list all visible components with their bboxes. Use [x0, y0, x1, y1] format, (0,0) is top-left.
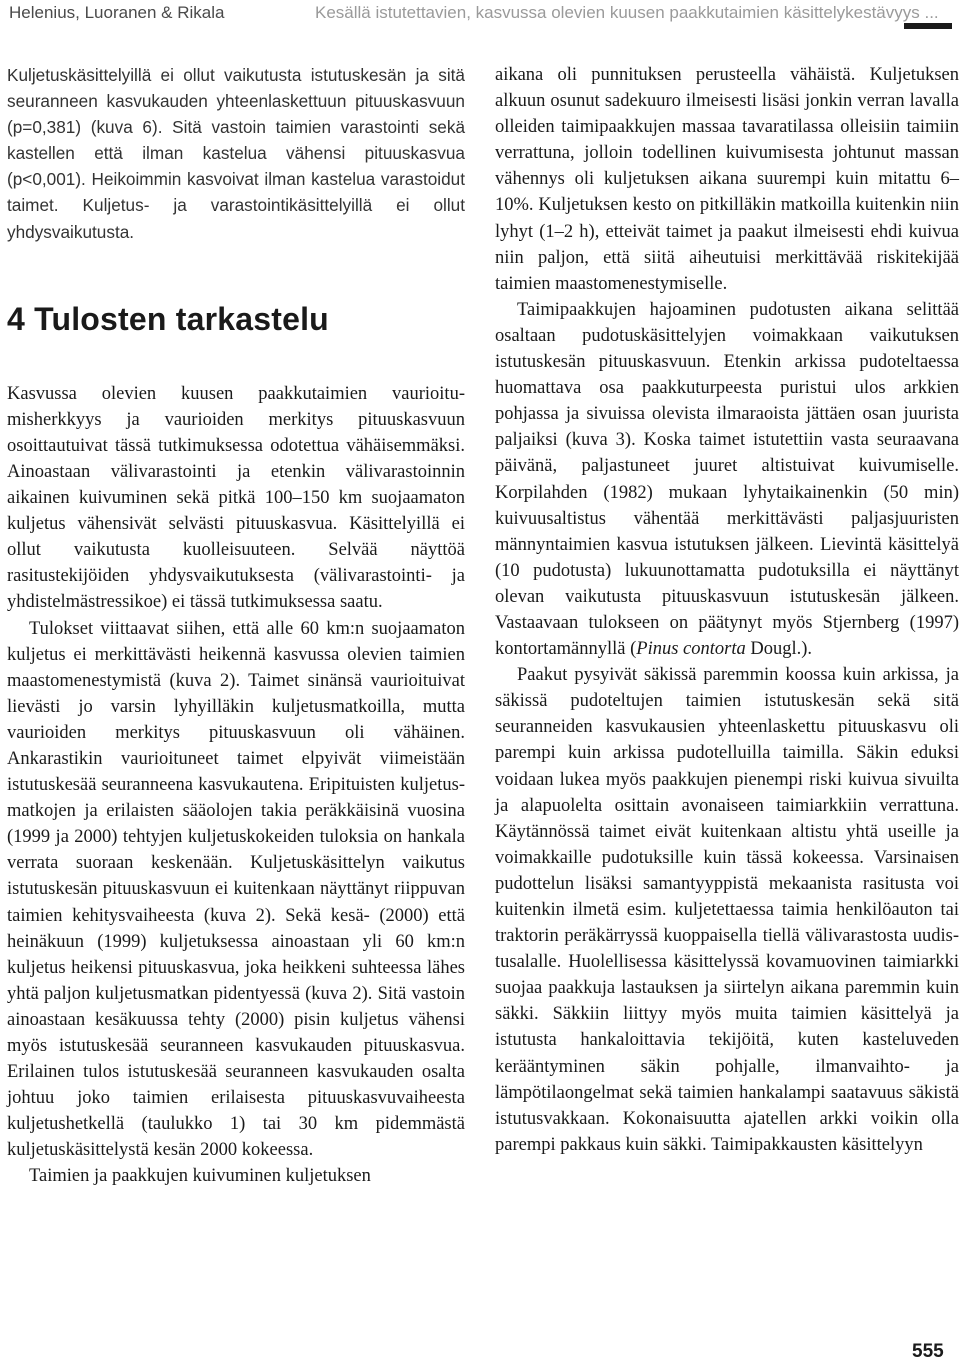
page-number: 555: [912, 1341, 944, 1362]
discussion-paragraph-1: Kasvussa olevien kuusen paakkutaimien vaurioitumisherkkyys ja vaurioiden merkitys pituuskasvuun osoittautuivat tässä tutkimuksessa odotettua vähäisemmäksi. Ainoastaan välivarastointi ja etenkin välivarastoinnin aikainen kuivuminen sekä pitkä 100–150 km suojaamaton kuljetus vähensivät selvästi pituuskasvua. Käsittelyillä ei ollut vaikutusta kuolleisuuteen. Selvää näyttöä rasitustekijöiden yhdysvaikutuksesta (välivarastointi- ja yhdistelmästressikoe) ei tässä tutkimuksessa saatu.: [7, 383, 465, 613]
discussion-paragraph-3: Taimien ja paakkujen kuivuminen kuljetuksen: [29, 1166, 371, 1187]
species-name: Pinus contorta: [636, 639, 746, 660]
left-column: [7, 62, 465, 1190]
header-bar: [904, 23, 952, 29]
continuation-paragraph: aikana oli punnituksen perusteella vähäistä. Kuljetuksen alkuun osunut sadekuuro ilmeisesti lisäsi jonkin verran lavalla olleiden taimipaakkujen massaa tavaratilassa olleisiin taimiin verrattuna, jolloin todellinen kuivumisesta johtunut massan vähennys oli kuljetuksen aikana suurempi kuin mitattu 6–10%. Kuljetuksen kesto on pitkilläkin matkoilla kuitenkin niin lyhyt (1–2 h), etteivät taimet ja paakut ilmeisesti ehdi kuivua niin paljon, että siitä aiheutuisi merkittävää riskitekijää taimien maastomenestymiselle.: [495, 65, 959, 294]
discussion-paragraph-2: Tulokset viittaavat siihen, että alle 60 km:n suojaamaton kuljetus ei merkittävästi heikennä kasvussa olevien taimien maastomenestymistä (kuva 2). Taimet sinänsä vaurioituivat lievästi jo varsin lyhyilläkin kuljetusmatkoilla, mutta vaurioiden merkitys pituuskasvuun oli vähäinen. Ankarastikin vaurioituneet taimet elpyivät viimeistään istutuskesää seuranneena kasvukautena. Eripituisten kuljetusmatkojen ja erilaisten sääolojen takia peräkkäisinä vuosina (1999 ja 2000) tehtyjen kuljetuskokeiden tuloksia on hankala verrata suoraan keskenään. Kuljetuskäsittelyn vaikutus istutuskesän pituuskasvuun ei kuitenkaan näyttänyt riippuvan taimien kehitysvaiheesta (kuva 2). Sekä kesä- (2000) että heinäkuun (1999) kuljetuksessa ainoastaan yli 60 km:n kuljetus heikensi pituuskasvua, joka heikkeni suhteessa lähes yhtä paljon kuljetusmatkan pidentyessä (kuva 2). Sitä vastoin ainoastaan kesäkuussa tehty (2000) pisin kuljetus vähensi myös istutuskesää seuranneen kasvukauden pituuskasvua. Erilainen tulos istutuskesää seuranneen kasvukauden osalta johtuu joko taimien erilaisesta pituuskasvuvaiheesta kuljetushetkellä (taulukko 1) tai 30 km pidemmästä kuljetuskäsittelystä kesän 2000 kokeessa.: [7, 618, 465, 1161]
right-column: [495, 62, 959, 1158]
header-authors: Helenius, Luoranen & Rikala: [9, 3, 225, 22]
header-running-title: Kesällä istutettavien, kasvussa olevien kuusen paakkutaimien käsittelykestävyys ...: [315, 3, 939, 22]
running-header: [9, 0, 945, 30]
pudotus-paragraph: [495, 297, 959, 662]
results-paragraph: Kuljetuskäsittelyillä ei ollut vaikutusta istutuskesän ja sitä seuranneen kasvukauden yhteenlaskettuun pituuskasvuun (p=0,381) (kuva 6). Sitä vastoin taimien varastointi sekä kastellen että ilman kastelua vähensi pituuskasvua (p<0,001). Heikoimmin kasvoivat ilman kastelua varastoidut taimet. Kuljetus- ja varastointikäsittelyillä ei ollut yhdysvaikutusta.: [7, 65, 465, 242]
pudotus-text: Taimipaakkujen hajoaminen pudotusten aikana selittää osaltaan pudotuskäsittelyjen voimakkaan vaikutuksen istutuskesän pituuskasvuun. Etenkin arkissa pudoteltaessa huomattava osa paakkuturpeesta puristui ulos arkkien pohjassa ja sivuissa olevista ilmaraoista jättäen osan juurista paljaiksi (kuva 3). Koska taimet istutettiin vasta seuraavana päivänä, paljastuneet juuret altistuivat kuivumiselle. Korpilahden (1982) mukaan lyhytaikainenkin (50 min) kuivuusaltistus vähentää merkittävästi paljasjuuristen männyntaimien kasvua istutuksen jälkeen. Lievintä käsittelyä (10 pudotusta) lukuunottamatta pudotuksilla ei näyttänyt olevan vaikutusta pituuskasvuun istutuskesän jälkeen. Vastaavaan tulokseen on päätynyt myös Stjernberg (1997) kontortamännyllä (: [495, 299, 959, 660]
sakki-paragraph: Paakut pysyivät säkissä paremmin koossa kuin arkissa, ja säkissä pudoteltujen taimien istutuskesän sekä sitä seuranneiden kasvukausien yhteenlaskettu pituuskasvu oli parempi kuin arkissa pudotelluilla taimilla. Säkin eduksi voidaan lukea myös paakkujen pienempi riski kuivua sivuilta ja alapuolelta osittain avonaiseen taimiarkkiin verrattuna. Käytännössä taimet eivät kuitenkaan altistu yhtä useille ja voimakkaille pudotuksille kuin tässä kokeessa. Varsinaisen pudottelun lisäksi samantyyppistä mekaanista rasitusta voi kuitenkin ilmetä esim. kuljetettaessa taimia henkilöauton tai traktorin peräkärryssä kuoppaisella tiellä välivarastosta uudistusalalle. Huolellisessa käsittelyssä kovamuovinen taimiarkki suojaa paakkuja lastauksen ja siirtelyn aikana paremmin kuin säkki. Säkkiin liittyy myös muita taimien käsittelyä ja istutusta hankaloittavia tekijöitä, kuten kasteluveden kerääntyminen säkin pohjalle, ilmanvaihto- ja lämpötilaongelmat sekä taimien hankalampi saatavuus säkistä istutusvakkaan. Kokonaisuutta ajatellen arkki voikin olla parempi pakkaus kuin säkki. Taimipakkausten käsittelyyn: [495, 665, 959, 1155]
section-heading: 4 Tulosten tarkastelu: [7, 300, 329, 337]
species-author: Dougl.).: [745, 639, 813, 660]
